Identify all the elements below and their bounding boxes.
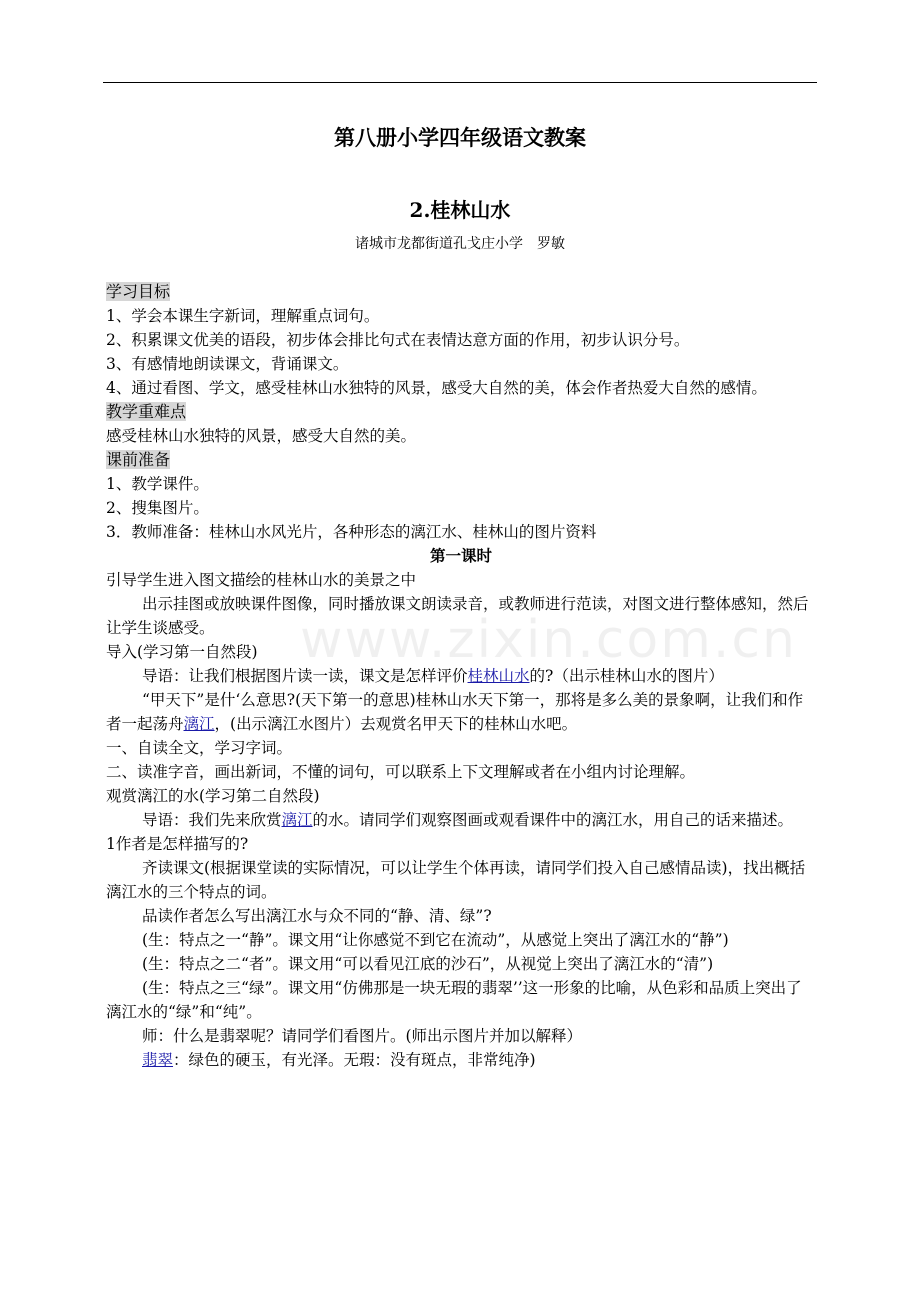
- guanshang-heading: 观赏漓江的水(学习第二自然段): [106, 787, 320, 805]
- step-1: 一、自读全文，学习字词。: [106, 739, 293, 757]
- feature-1: (生：特点之一“静”。课文用“让你感觉不到它在流动”，从感觉上突出了漓江水的“静”): [142, 931, 729, 949]
- author-line: 诸城市龙都街道孔戈庄小学 罗敏: [355, 236, 565, 252]
- watermark: www.zixin.com.cn: [300, 610, 797, 670]
- prep-item: 3．教师准备：桂林山水风光片，各种形态的漓江水、桂林山的图片资料: [106, 523, 597, 541]
- link-guilin-shanshui[interactable]: 桂林山水: [467, 667, 530, 685]
- goal-item: 4、通过看图、学文，感受桂林山水独特的风景，感受大自然的美，体会作者热爱大自然的感情。: [106, 379, 767, 397]
- key-points-heading: 教学重难点: [106, 402, 187, 421]
- prep-item: 2、搜集图片。: [106, 499, 209, 517]
- feicui-definition: 翡翠：绿色的硬玉，有光泽。无瑕：没有斑点，非常纯净): [142, 1051, 536, 1069]
- step-2: 二、读准字音，画出新词，不懂的词句，可以联系上下文理解或者在小组内讨论理解。: [106, 763, 696, 781]
- link-feicui[interactable]: 翡翠: [142, 1051, 174, 1069]
- link-lijiang[interactable]: 漓江: [183, 715, 215, 733]
- jiatianxia-paragraph: “甲天下”是什‘么意思?(天下第一的意思)桂林山水天下第一，那将是多么美的景象啊，让我们和作者一起荡舟漓江，(出示漓江水图片）去观赏名甲天下的桂林山水吧。: [106, 691, 804, 733]
- goals-heading: 学习目标: [106, 282, 171, 301]
- teacher-question: 师：什么是翡翠呢？请同学们看图片。(师出示图片并加以解释）: [142, 1027, 583, 1045]
- qidu-paragraph: 齐读课文(根据课堂读的实际情况，可以让学生个体再读，请同学们投入自己感情品读)，找出概括漓江水的三个特点的词。: [106, 859, 806, 901]
- daoyu-paragraph-1: 导语：让我们根据图片读一读，课文是怎样评价桂林山水的?（出示桂林山水的图片）: [142, 667, 724, 685]
- feature-2: (生：特点之二“者”。课文用“可以看见江底的沙石”，从视觉上突出了漓江水的“清”): [142, 955, 714, 973]
- prep-item: 1、教学课件。: [106, 475, 209, 493]
- goal-item: 1、学会本课生字新词，理解重点词句。: [106, 307, 380, 325]
- goal-item: 2、积累课文优美的语段，初步体会排比句式在表情达意方面的作用，初步认识分号。: [106, 331, 690, 349]
- goal-item: 3、有感情地朗读课文，背诵课文。: [106, 355, 349, 373]
- question-1: 1作者是怎样描写的?: [106, 835, 249, 853]
- session-title: 第一课时: [429, 546, 492, 565]
- key-points-text: 感受桂林山水独特的风景，感受大自然的美。: [106, 427, 417, 445]
- document-title: 第八册小学四年级语文教案: [334, 125, 586, 150]
- header-rule: [103, 82, 817, 83]
- lesson-title: 2.桂林山水: [409, 198, 511, 222]
- intro-line: 引导学生进入图文描绘的桂林山水的美景之中: [106, 571, 417, 589]
- prep-heading: 课前准备: [106, 450, 171, 469]
- document-body: [106, 280, 816, 1072]
- daoru-heading: 导入(学习第一自然段): [106, 643, 258, 661]
- link-lijiang-2[interactable]: 漓江: [281, 811, 313, 829]
- feature-3: (生：特点之三“绿”。课文用“仿佛那是一块无瑕的翡翠’’这一形象的比喻，从色彩和品质上突出了漓江水的“绿”和“纯”。: [106, 979, 802, 1021]
- show-pictures-paragraph: 出示挂图或放映课件图像，同时播放课文朗读录音，或教师进行范读，对图文进行整体感知，然后让学生谈感受。: [106, 595, 809, 637]
- pindu-line: 品读作者怎么写出漓江水与众不同的“静、清、绿”?: [142, 907, 492, 925]
- daoyu-paragraph-2: 导语：我们先来欣赏漓江的水。请同学们观察图画或观看课件中的漓江水，用自己的话来描述。: [142, 811, 794, 829]
